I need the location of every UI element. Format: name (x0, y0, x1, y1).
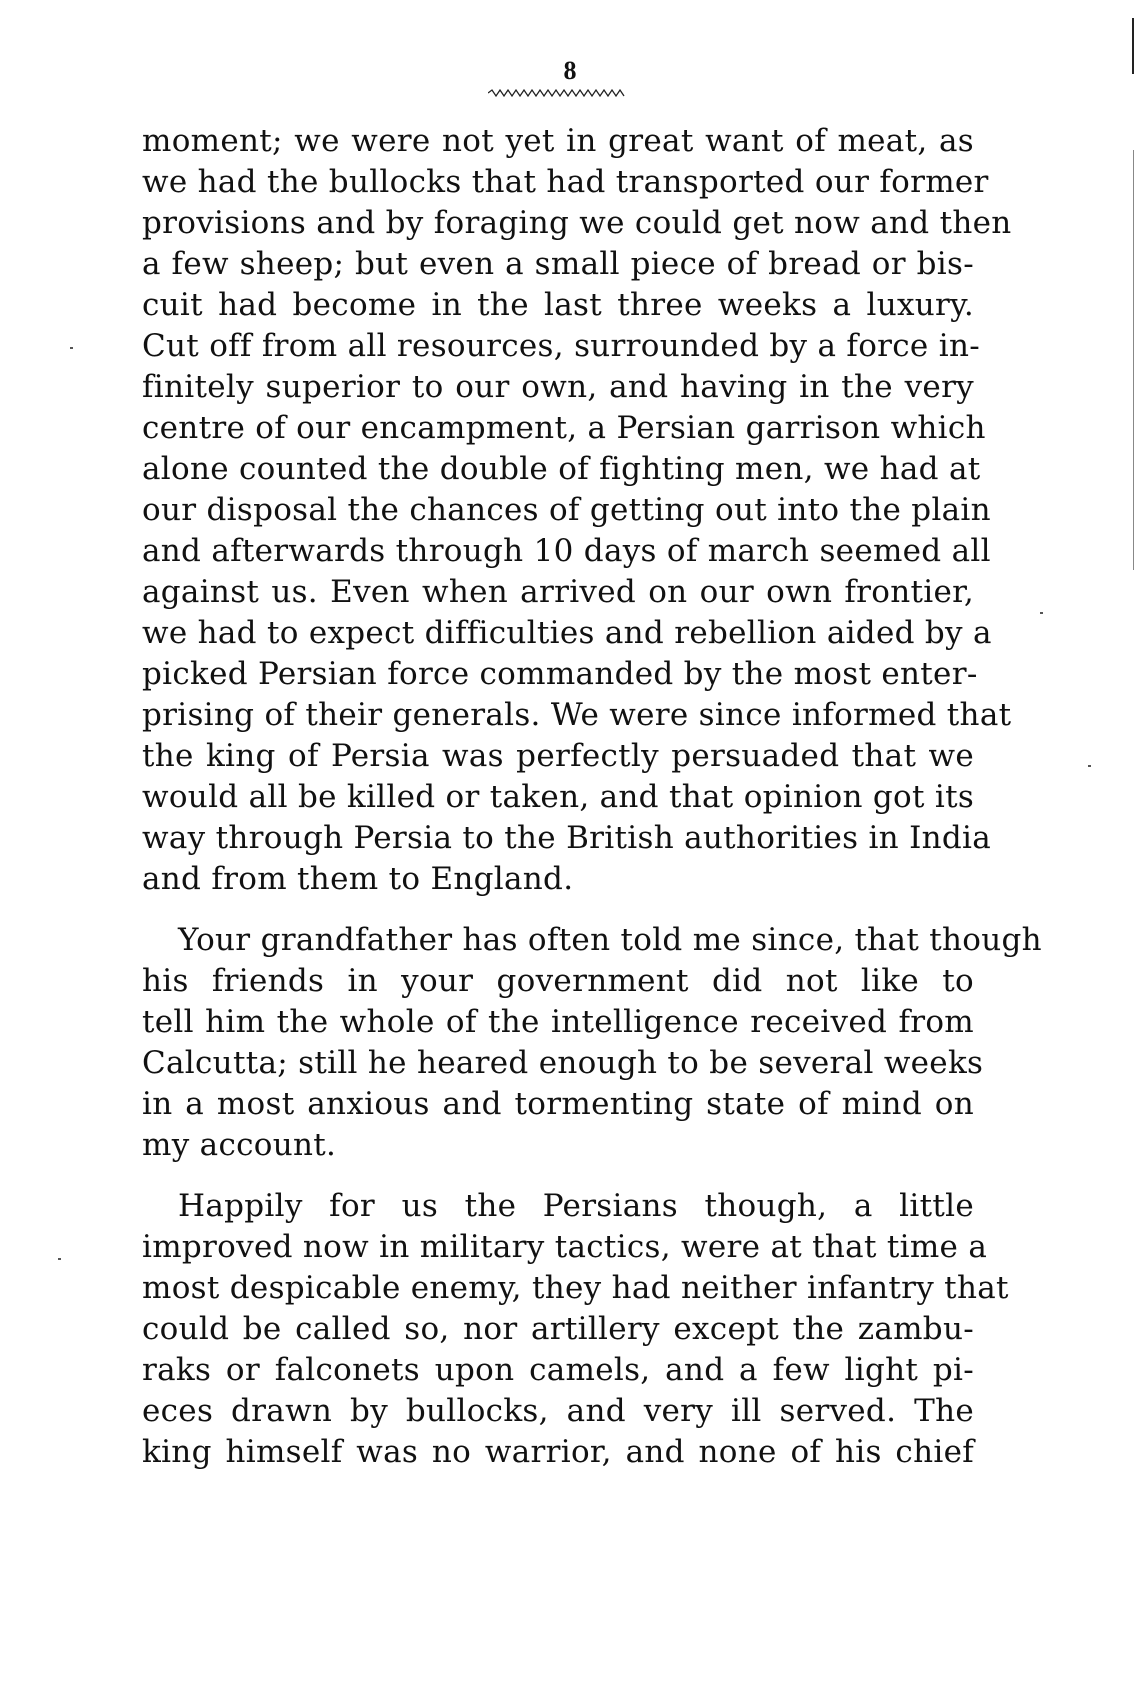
text-line: and from them to England. (142, 861, 574, 897)
text-line: and afterwards through 10 days of march seemed all (142, 533, 991, 569)
body-text (142, 121, 1042, 1493)
text-line: would all be killed or taken, and that opinion got its (142, 779, 975, 815)
text-line: moment; we were not yet in great want of meat, as (142, 123, 974, 159)
text-line: tell him the whole of the intelligence received from (142, 1004, 974, 1040)
scan-speck (58, 1258, 61, 1260)
wavy-rule-ornament (488, 88, 626, 98)
text-line: picked Persian force commanded by the most enter- (142, 656, 978, 692)
paragraph-2 (142, 920, 1042, 1166)
text-line: my account. (142, 1127, 337, 1163)
text-line: king himself was no warrior, and none of his chief (142, 1434, 974, 1470)
text-line: we had the bullocks that had transported our former (142, 164, 989, 200)
text-line: Calcutta; still he heared enough to be several weeks (142, 1045, 984, 1081)
scan-edge-mark (1132, 18, 1134, 74)
text-line: way through Persia to the British authorities in India (142, 820, 992, 856)
paragraph-1 (142, 121, 1012, 900)
text-line: his friends in your government did not like to (142, 963, 974, 999)
text-line: finitely superior to our own, and having in the very (142, 369, 974, 405)
text-line: Happily for us the Persians though, a little (178, 1188, 974, 1224)
text-line: we had to expect difficulties and rebellion aided by a (142, 615, 992, 651)
text-line: Cut off from all resources, surrounded by a force in- (142, 328, 980, 364)
scan-speck (1040, 612, 1043, 614)
scan-speck (1088, 765, 1091, 767)
text-line: raks or falconets upon camels, and a few light pi- (142, 1352, 974, 1388)
text-line: the king of Persia was perfectly persuaded that we (142, 738, 974, 774)
text-line: centre of our encampment, a Persian garrison which (142, 410, 986, 446)
text-line: in a most anxious and tormenting state of mind on (142, 1086, 974, 1122)
text-line: a few sheep; but even a small piece of bread or bis- (142, 246, 974, 282)
text-line: prising of their generals. We were since informed that (142, 697, 1012, 733)
paragraph-3 (142, 1186, 1009, 1473)
text-line: alone counted the double of fighting men, we had at (142, 451, 981, 487)
scan-speck (70, 347, 73, 349)
page-number: 8 (563, 56, 577, 85)
text-line: eces drawn by bullocks, and very ill served. The (142, 1393, 974, 1429)
text-line: cuit had become in the last three weeks a luxury. (142, 287, 974, 323)
scan-edge-mark (1133, 150, 1134, 570)
text-line: provisions and by foraging we could get now and then (142, 205, 1012, 241)
text-line: our disposal the chances of getting out into the plain (142, 492, 991, 528)
text-line: could be called so, nor artillery except the zambu- (142, 1311, 974, 1347)
text-line: most despicable enemy, they had neither infantry that (142, 1270, 1009, 1306)
text-line: Your grandfather has often told me since, that though (178, 922, 1042, 958)
text-line: against us. Even when arrived on our own frontier, (142, 574, 974, 610)
text-line: improved now in military tactics, were at that time a (142, 1229, 988, 1265)
